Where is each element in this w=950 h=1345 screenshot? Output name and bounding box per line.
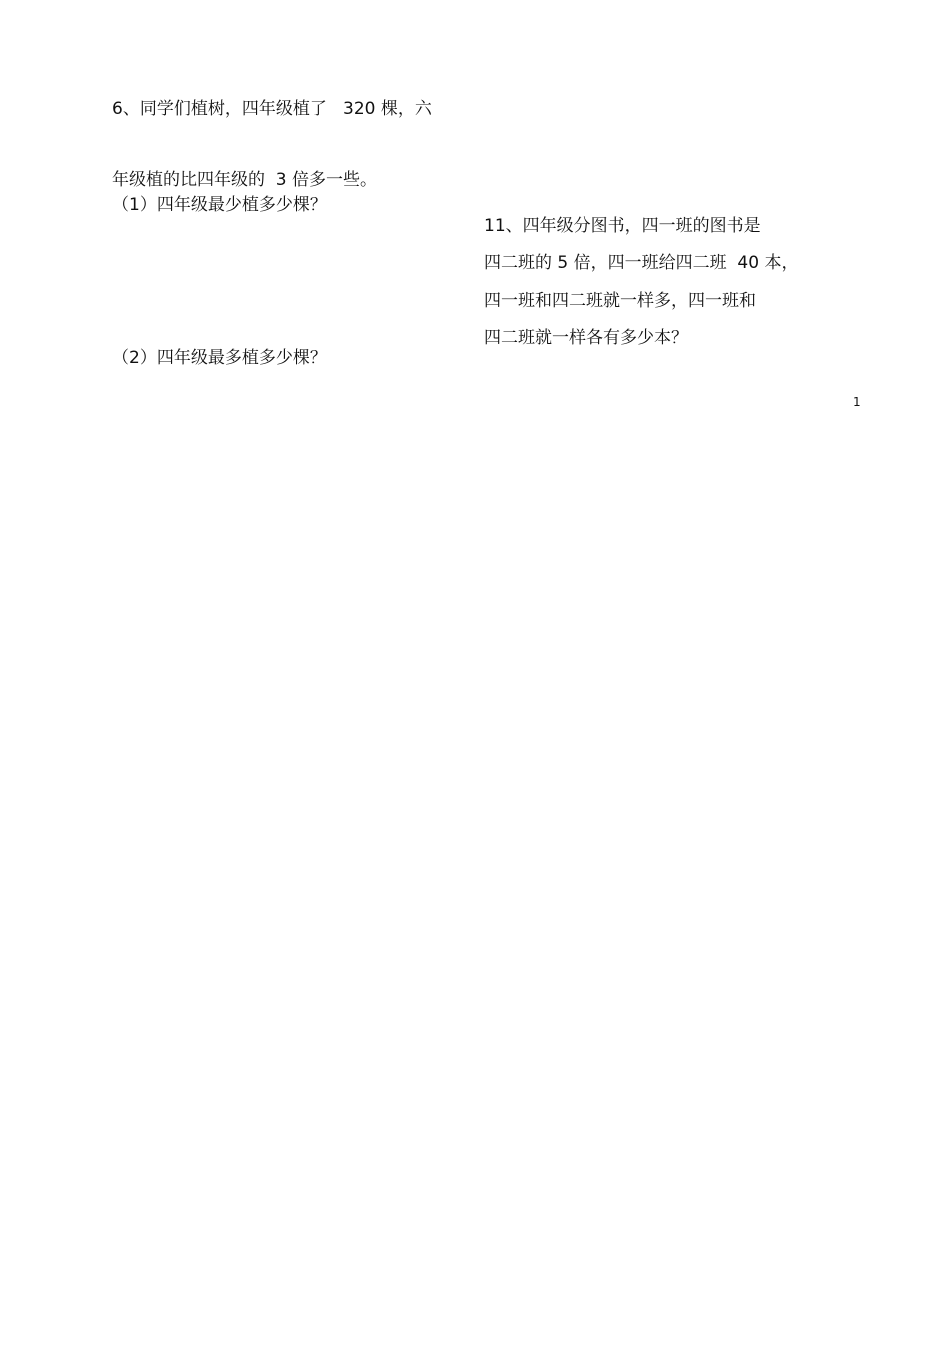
page-number: 1 xyxy=(853,395,861,409)
problem-11-line-3: 四一班和四二班就一样多，四一班和 xyxy=(484,291,756,311)
problem-6-line-2: 年级植的比四年级的 3 倍多一些。 xyxy=(112,170,378,190)
problem-6-question-1: （1）四年级最少植多少棵？ xyxy=(112,195,327,215)
problem-11-line-4: 四二班就一样各有多少本？ xyxy=(484,328,688,348)
problem-11-line-2: 四二班的 5 倍，四一班给四二班 40 本， xyxy=(484,253,799,273)
problem-11-line-1: 11、四年级分图书，四一班的图书是 xyxy=(484,216,761,236)
problem-6-line-1: 6、同学们植树，四年级植了 320 棵，六 xyxy=(112,99,432,119)
problem-6-question-2: （2）四年级最多植多少棵？ xyxy=(112,348,327,368)
